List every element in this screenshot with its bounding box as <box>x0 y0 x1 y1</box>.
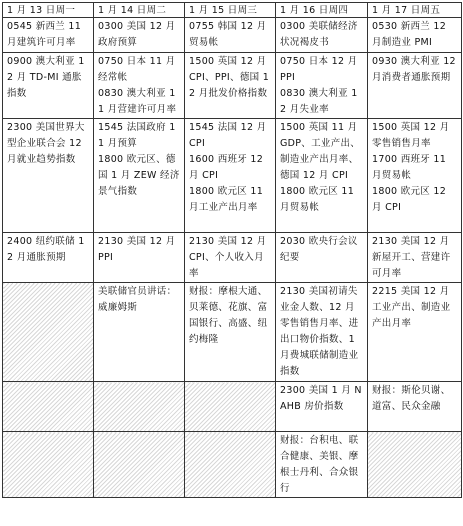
event-cell-tue <box>94 119 185 233</box>
calendar-row <box>3 382 462 432</box>
day-header-thu: 1 月 16 日周四 <box>276 3 368 18</box>
event-cell-fri <box>368 53 462 119</box>
day-header-wed: 1 月 15 日周三 <box>185 3 276 18</box>
event-entry: 财报：斯伦贝谢、道富、民众金融 <box>372 385 451 412</box>
event-entry: 0750 日本 11 月经常帐 <box>98 56 176 83</box>
event-entry: 0930 澳大利亚 12 月消费者通胀预期 <box>372 56 456 83</box>
day-header-fri: 1 月 17 日周五 <box>368 3 462 18</box>
event-cell-thu <box>276 382 368 432</box>
event-entry: 0755 韩国 12 月贸易帐 <box>189 21 267 48</box>
event-entry: 2030 欧央行会议纪要 <box>280 236 358 263</box>
event-cell-fri <box>368 119 462 233</box>
header-row <box>3 3 462 18</box>
empty-cell <box>185 432 276 498</box>
event-cell-thu <box>276 119 368 233</box>
event-cell-thu <box>276 53 368 119</box>
event-entry: 2300 美国世界大型企业联合会 12 月就业趋势指数 <box>7 122 85 165</box>
event-entry: 1700 西班牙 11 月贸易帐 <box>372 154 447 181</box>
event-cell-fri <box>368 18 462 53</box>
event-entry: 2130 美国 12 月新屋开工、营建许可月率 <box>372 236 451 279</box>
calendar-row <box>3 233 462 283</box>
event-cell-mon <box>3 119 94 233</box>
event-cell-wed <box>185 53 276 119</box>
calendar-row <box>3 283 462 382</box>
event-entry: 2300 美国 1 月 NAHB 房价指数 <box>280 385 362 412</box>
event-cell-mon <box>3 233 94 283</box>
event-cell-wed <box>185 233 276 283</box>
event-entry: 财报：台积电、联合健康、美银、摩根士丹利、合众银行 <box>280 435 359 494</box>
event-entry: 1800 欧元区 12 月 CPI <box>372 186 447 213</box>
calendar-table <box>2 2 462 498</box>
event-entry: 2400 纽约联储 12 月通胀预期 <box>7 236 85 263</box>
event-entry: 1545 法国政府 11 月预算 <box>98 122 176 149</box>
event-entry: 1600 西班牙 12 月 CPI <box>189 154 264 181</box>
event-entry: 1800 欧元区 11 月工业产出月率 <box>189 186 264 213</box>
day-header-mon: 1 月 13 日周一 <box>3 3 94 18</box>
day-header-tue: 1 月 14 日周二 <box>94 3 185 18</box>
event-entry: 2130 美国初请失业金人数、12 月零售销售月率、进出口物价指数、1 月费城联储制造业指数 <box>280 286 359 377</box>
event-entry: 财报：摩根大通、贝莱德、花旗、富国银行、高盛、纽约梅隆 <box>189 286 268 345</box>
event-entry: 0300 美联储经济状况褐皮书 <box>280 21 358 48</box>
event-cell-thu <box>276 283 368 382</box>
empty-cell <box>94 432 185 498</box>
event-cell-wed <box>185 119 276 233</box>
event-entry: 0830 澳大利亚 11 月营建许可月率 <box>98 88 177 115</box>
event-cell-fri <box>368 382 462 432</box>
event-entry: 2130 美国 12 月 PPI <box>98 236 176 263</box>
event-cell-wed <box>185 283 276 382</box>
event-entry: 1500 英国 12 月零售销售月率 <box>372 122 450 149</box>
event-entry: 1545 法国 12 月 CPI <box>189 122 267 149</box>
event-cell-wed <box>185 18 276 53</box>
event-entry: 1800 欧元区 11 月贸易帐 <box>280 186 355 213</box>
event-cell-thu <box>276 233 368 283</box>
empty-cell <box>368 432 462 498</box>
calendar-row <box>3 119 462 233</box>
calendar-body <box>3 18 462 498</box>
empty-cell <box>3 432 94 498</box>
event-cell-tue <box>94 233 185 283</box>
event-cell-mon <box>3 18 94 53</box>
empty-cell <box>185 382 276 432</box>
calendar-row <box>3 18 462 53</box>
event-cell-mon <box>3 53 94 119</box>
event-entry: 1800 欧元区、德国 1 月 ZEW 经济景气指数 <box>98 154 180 197</box>
event-cell-fri <box>368 233 462 283</box>
calendar-row <box>3 432 462 498</box>
event-entry: 0830 澳大利亚 12 月失业率 <box>280 88 358 115</box>
event-entry: 0300 美国 12 月政府预算 <box>98 21 176 48</box>
event-entry: 0545 新西兰 11 月建筑许可月率 <box>7 21 82 48</box>
event-entry: 2215 美国 12 月工业产出、制造业产出月率 <box>372 286 451 329</box>
event-cell-tue <box>94 18 185 53</box>
event-entry: 美联储官员讲话：威廉姆斯 <box>98 286 177 313</box>
event-cell-thu <box>276 432 368 498</box>
event-cell-tue <box>94 283 185 382</box>
event-cell-thu <box>276 18 368 53</box>
event-cell-fri <box>368 283 462 382</box>
economic-calendar <box>2 2 461 524</box>
event-entry: 1500 英国 11 月 GDP、工业产出、制造业产出月率、德国 12 月 CPI <box>280 122 361 181</box>
event-entry: 0750 日本 12 月 PPI <box>280 56 358 83</box>
event-entry: 2130 美国 12 月 CPI、个人收入月率 <box>189 236 267 279</box>
empty-cell <box>3 382 94 432</box>
event-entry: 0530 新西兰 12 月制造业 PMI <box>372 21 447 48</box>
empty-cell <box>94 382 185 432</box>
empty-cell <box>3 283 94 382</box>
event-cell-tue <box>94 53 185 119</box>
event-entry: 0900 澳大利亚 12 月 TD-MI 通胀指数 <box>7 56 85 99</box>
event-entry: 1500 英国 12 月 CPI、PPI、德国 12 月批发价格指数 <box>189 56 270 99</box>
calendar-row <box>3 53 462 119</box>
